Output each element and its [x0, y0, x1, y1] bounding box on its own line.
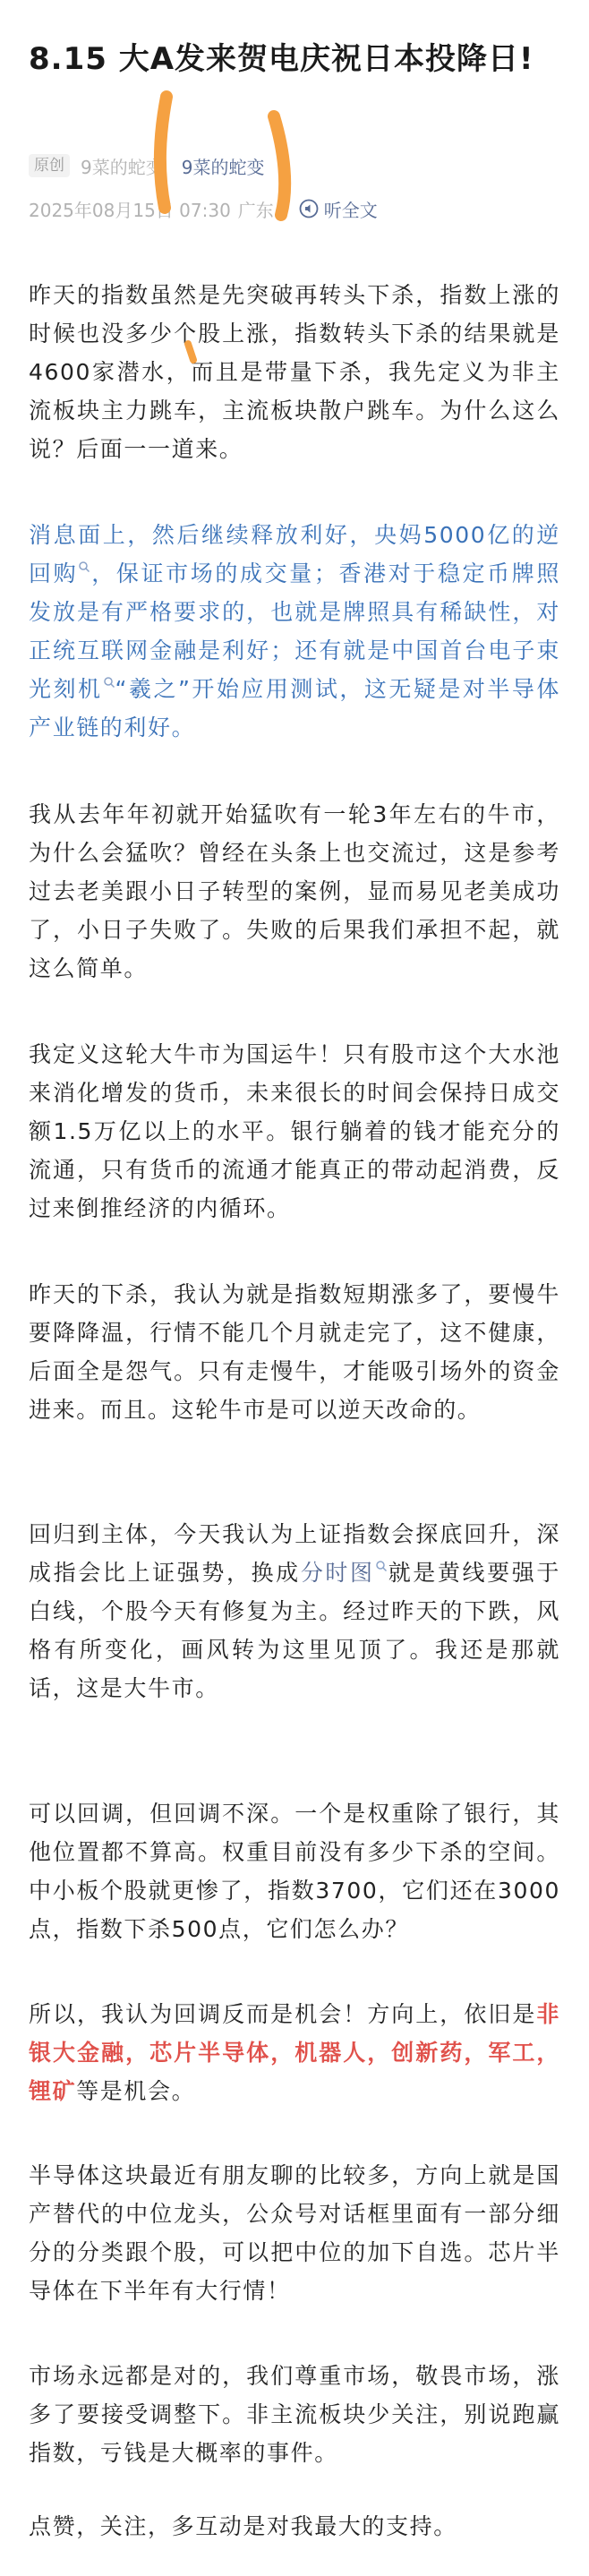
paragraph-11: 点赞，关注，多互动是对我最大的支持。: [29, 2513, 457, 2539]
p8-text-1: 所以，我认为回调反而是机会！方向上，依旧是: [29, 2001, 537, 2027]
keyword-link-timeshare-chart[interactable]: 分时图: [300, 1560, 375, 1586]
speaker-icon: [299, 199, 319, 218]
news-text-2: ，保证市场的成交量；香港对于稳定币牌照发放是有严格要求的，也就是牌照具有稀缺性，对正统互联网金融是利好；还有就是中国首台电子束光刻机: [29, 561, 561, 702]
paragraph-10: 市场永远都是对的，我们尊重市场，敬畏市场，涨多了要接受调整下。非主流板块少关注，别说跑赢指数，亏钱是大概率的事件。: [29, 2363, 560, 2466]
p6-text-1: 回归到主体，今天我认为上证指数会探底回升，深成指会比上证强势，换成: [29, 1521, 560, 1586]
search-icon[interactable]: [103, 676, 115, 689]
paragraph-8: [29, 1995, 560, 2110]
publish-location: 广东: [237, 199, 274, 221]
paragraph-1: 昨天的指数虽然是先突破再转头下杀，指数上涨的时候也没多少个股上涨，指数转头下杀的结果就是4600家潜水，而且是带量下杀，我先定义为非主流板块主力跳车，主流板块散户跳车。为什么这么说？后面一一道来。: [29, 282, 560, 462]
original-badge: 原创: [29, 154, 70, 177]
article-meta-author: [29, 152, 264, 179]
paragraph-5: 昨天的下杀，我认为就是指数短期涨多了，要慢牛要降降温，行情不能几个月就走完了，这不健康，后面全是怨气。只有走慢牛，才能吸引场外的资金进来。而且。这轮牛市是可以逆天改命的。: [29, 1281, 560, 1423]
paragraph-news: [29, 516, 560, 747]
p8-text-2: 等是机会。: [76, 2078, 196, 2104]
publish-datetime: 2025年08月15日 07:30: [29, 199, 231, 221]
news-text-3: “羲之”开始应用测试，这无疑是对半导体产业链的利好。: [29, 676, 560, 740]
listen-label: 听全文: [323, 199, 378, 221]
paragraph-6: [29, 1515, 560, 1707]
search-icon[interactable]: [375, 1560, 388, 1572]
article-title: 8.15 大A发来贺电庆祝日本投降日!: [29, 41, 534, 77]
search-icon[interactable]: [78, 561, 90, 573]
sector-highlight: 非银大金融，芯片半导体，机器人，创新药，军工，锂矿: [29, 2001, 560, 2104]
listen-button[interactable]: [299, 196, 378, 222]
paragraph-9: 半导体这块最近有朋友聊的比较多，方向上就是国产替代的中位龙头，公众号对话框里面有一部分细分的分类跟个股，可以把中位的加下自选。芯片半导体在下半年有大行情！: [29, 2162, 560, 2304]
p6-text-2: 就是黄线要强于白线，个股今天有修复为主。经过昨天的下跌，风格有所变化，画风转为这里见顶了。我还是那就话，这是大牛市。: [29, 1560, 560, 1701]
author-name: 9菜的蛇变: [81, 156, 164, 178]
paragraph-3: 我从去年年初就开始猛吹有一轮3年左右的牛市，为什么会猛吹？曾经在头条上也交流过，这是参考过去老美跟小日子转型的案例，显而易见老美成功了，小日子失败了。失败的后果我们承担不起，就这么简单。: [29, 801, 560, 981]
account-link[interactable]: 9菜的蛇变: [181, 156, 265, 178]
news-text-1: 消息面上，然后继续释放利好，央妈5000亿的逆回购: [29, 522, 560, 586]
paragraph-7: 可以回调，但回调不深。一个是权重除了银行，其他位置都不算高。权重目前没有多少下杀的空间。中小板个股就更惨了，指数3700，它们还在3000点，指数下杀500点，它们怎么办？: [29, 1801, 560, 1942]
paragraph-4: 我定义这轮大牛市为国运牛！只有股市这个大水池来消化增发的货币，未来很长的时间会保持日成交额1.5万亿以上的水平。银行躺着的钱才能充分的流通，只有货币的流通才能真正的带动起消费，反过来倒推经济的内循环。: [29, 1041, 560, 1221]
article-meta-time: [29, 195, 378, 222]
